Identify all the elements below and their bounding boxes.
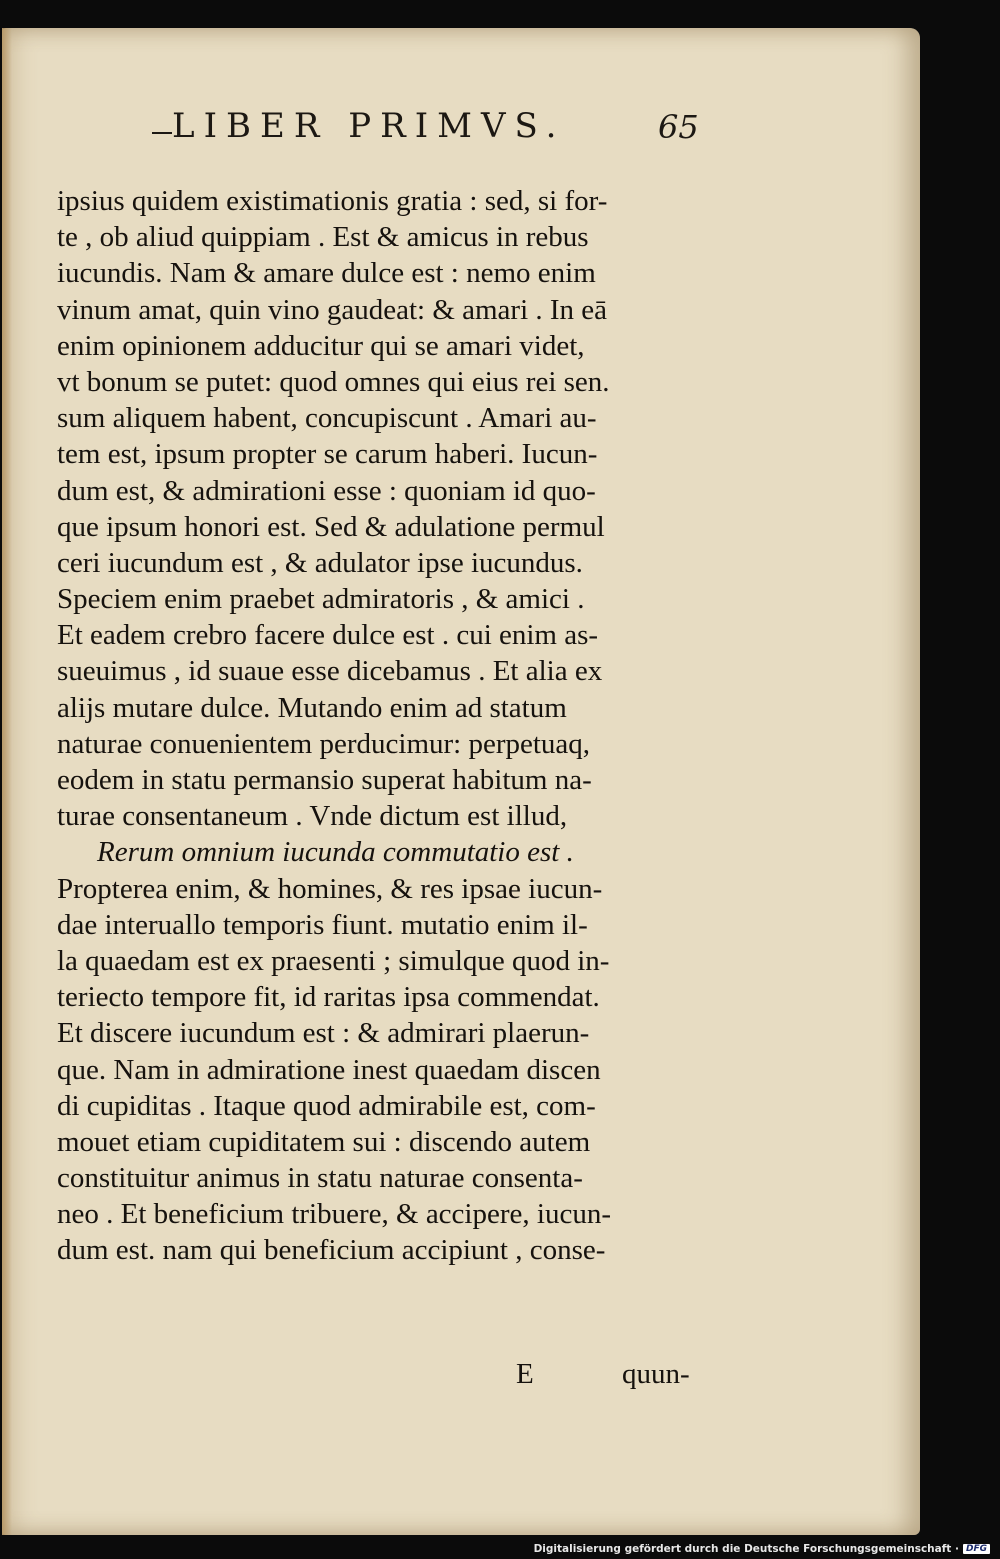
quotation-line: Rerum omnium iucunda commutatio est . (97, 836, 574, 869)
text-line: turae consentaneum . Vnde dictum est illud, (57, 800, 568, 833)
text-line: que. Nam in admiratione inest quaedam discen (57, 1053, 601, 1086)
text-line: vt bonum se putet: quod omnes qui eius rei sen. (57, 365, 610, 398)
text-line: alijs mutare dulce. Mutando enim ad statum (57, 691, 567, 724)
text-line: mouet etiam cupiditatem sui : discendo autem (57, 1125, 591, 1158)
running-title: LIBER PRIMVS. (172, 106, 566, 146)
text-line: ceri iucundum est , & adulator ipse iucundus. (57, 546, 583, 579)
text-line: constituitur animus in statu naturae consenta- (57, 1162, 583, 1195)
text-line: tem est, ipsum propter se carum haberi. Iucun- (57, 438, 598, 471)
text-line: eodem in statu permansio superat habitum na- (57, 764, 592, 796)
text-line: Et discere iucundum est : & admirari plaerun- (57, 1017, 590, 1050)
text-line: la quaedam est ex praesenti ; simulque quod in- (57, 944, 610, 977)
text-line: di cupiditas . Itaque quod admirabile est, com- (57, 1089, 596, 1122)
credit-text: Digitalisierung gefördert durch die Deutsche Forschungsgemeinschaft · (533, 1543, 959, 1555)
text-line: sueuimus , id suaue esse dicebamus . Et alia ex (57, 655, 603, 688)
text-line: enim opinionem adducitur qui se amari videt, (57, 329, 585, 362)
text-line: neo . Et beneficium tribuere, & accipere, iucun- (57, 1198, 611, 1231)
body-text (57, 183, 717, 1269)
header-ornament-rule (152, 132, 172, 134)
page-number: 65 (658, 108, 699, 146)
text-line: vinum amat, quin vino gaudeat: & amari . In eā (57, 293, 608, 326)
text-line: Et eadem crebro facere dulce est . cui enim as- (57, 619, 599, 652)
text-line: te , ob aliud quippiam . Est & amicus in rebus (57, 221, 589, 254)
text-line: Propterea enim, & homines, & res ipsae iucun- (57, 872, 603, 905)
text-line: dum est, & admirationi esse : quoniam id quo- (57, 474, 596, 507)
text-line: Speciem enim praebet admiratoris , & amici . (57, 583, 585, 616)
text-line: naturae conuenientem perducimur: perpetuaq, (57, 727, 591, 760)
catchword: quun- (622, 1358, 690, 1390)
dfg-logo: DFG (963, 1544, 990, 1554)
text-line: dae interuallo temporis fiunt. mutatio enim il- (57, 908, 588, 941)
text-line: iucundis. Nam & amare dulce est : nemo enim (57, 257, 596, 290)
text-line: sum aliquem habent, concupiscunt . Amari au- (57, 402, 597, 435)
text-line: que ipsum honori est. Sed & adulatione permul (57, 510, 605, 543)
signature-mark: E (516, 1358, 534, 1390)
text-line: ipsius quidem existimationis gratia : sed, si for- (57, 185, 608, 217)
book-page (2, 28, 920, 1535)
text-line: dum est. nam qui beneficium accipiunt , conse- (57, 1234, 606, 1267)
text-line: teriecto tempore fit, id raritas ipsa commendat. (57, 981, 600, 1014)
digitization-credit (534, 1543, 990, 1555)
